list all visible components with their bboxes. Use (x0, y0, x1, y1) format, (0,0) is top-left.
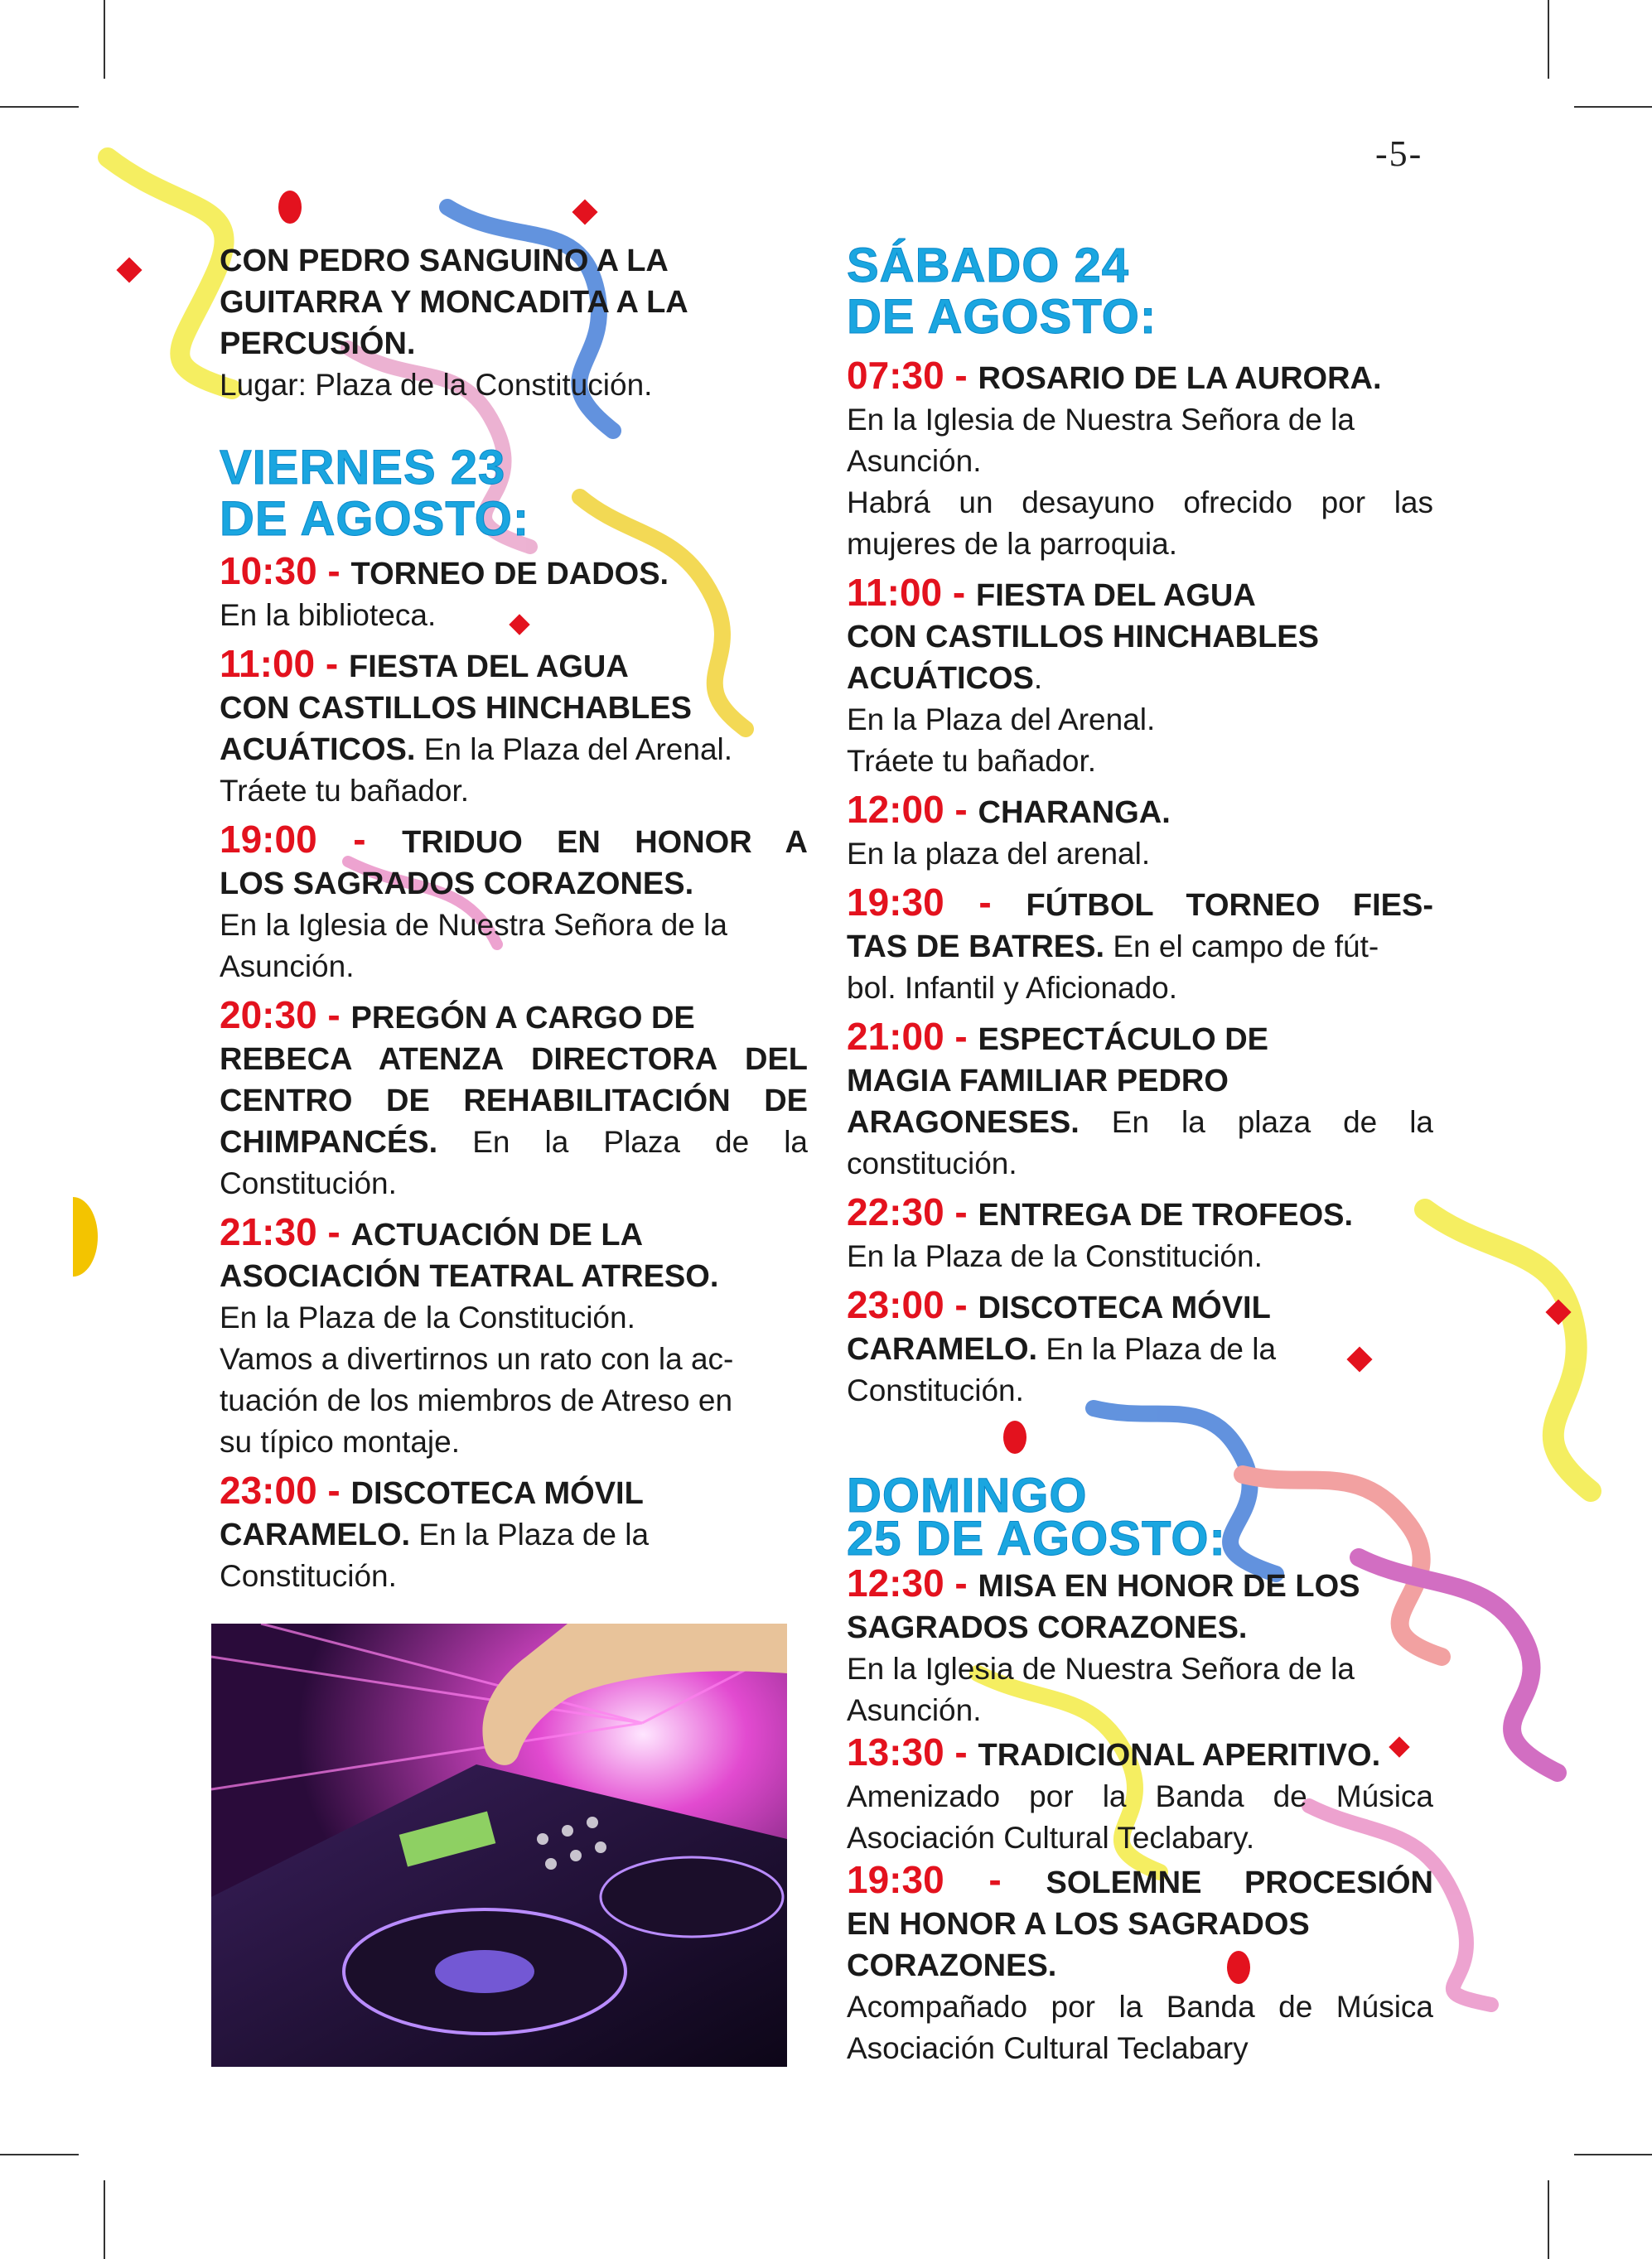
event-item: 11:00 - FIESTA DEL AGUA CON CASTILLOS HINCHABLES ACUÁTICOS. En la Plaza del Arenal. Tráete tu bañador. (847, 572, 1433, 782)
event-time: 19:00 (220, 818, 317, 861)
event-time: 07:30 (847, 354, 944, 397)
event-desc: Constitución. (220, 1559, 397, 1593)
crop-mark (1574, 106, 1652, 108)
crop-mark (104, 0, 105, 79)
event-desc: Asunción. (847, 1693, 982, 1727)
event-item: 23:00 - DISCOTECA MÓVIL CARAMELO. En la Plaza de la Constitución. (847, 1284, 1433, 1412)
event-item: 13:30 - TRADICIONAL APERITIVO. Amenizado por la Banda de Música Asociación Cultural Teclabary. (847, 1731, 1433, 1859)
event-title: CHARANGA. (978, 795, 1171, 830)
day-heading-saturday: SÁBADO 24 DE AGOSTO: (847, 239, 1157, 344)
crop-mark (1548, 2180, 1549, 2259)
crop-mark (1574, 2154, 1652, 2155)
event-item: 19:30 - FÚTBOL TORNEO FIES- TAS DE BATRES. En el campo de fút- bol. Infantil y Aficionado. (847, 881, 1433, 1009)
event-title: ACUÁTICOS (847, 661, 1034, 696)
event-desc: En la plaza del arenal. (847, 837, 1151, 871)
dj-mixer-photo (211, 1624, 787, 2067)
intro-title-line: PERCUSIÓN. (220, 326, 416, 361)
event-time: 21:30 (220, 1210, 317, 1253)
crop-mark (1548, 0, 1549, 79)
event-title: SAGRADOS CORAZONES. (847, 1610, 1248, 1645)
intro-title-line: CON PEDRO SANGUINO A LA (220, 244, 669, 278)
event-desc: Asunción. (847, 444, 982, 478)
event-time: 11:00 (220, 642, 316, 685)
event-time: 23:00 (220, 1469, 317, 1512)
event-desc: Asociación Cultural Teclabary. (847, 1821, 1255, 1855)
day-heading-friday: VIERNES 23 DE AGOSTO: (220, 441, 530, 546)
event-time: 21:00 (847, 1015, 944, 1058)
event-title: ASOCIACIÓN TEATRAL ATRESO. (220, 1259, 719, 1294)
event-title: TAS DE BATRES. (847, 929, 1105, 964)
event-title: SOLEMNE PROCESIÓN (1046, 1866, 1433, 1900)
event-desc: En la Plaza de la (410, 1518, 650, 1552)
event-title: CARAMELO. (847, 1332, 1038, 1367)
event-desc: En el campo de fút- (1104, 929, 1379, 963)
event-title: ENTREGA DE TROFEOS. (978, 1198, 1354, 1233)
left-column (220, 240, 808, 1604)
event-time: 20:30 (220, 993, 317, 1036)
event-desc: Constitución. (220, 1166, 397, 1200)
event-time: 10:30 (220, 549, 317, 592)
event-desc: Habrá un desayuno ofrecido por las (847, 485, 1433, 519)
intro-place: Lugar: Plaza de la Constitución. (220, 368, 653, 402)
event-title: CON CASTILLOS HINCHABLES (220, 691, 692, 726)
event-title: PREGÓN A CARGO DE (350, 1001, 695, 1035)
event-title: ROSARIO DE LA AURORA. (978, 361, 1382, 396)
event-title: CON CASTILLOS HINCHABLES (847, 620, 1319, 654)
event-item: 22:30 - ENTREGA DE TROFEOS. En la Plaza de la Constitución. (847, 1191, 1433, 1277)
event-title: MISA EN HONOR DE LOS (978, 1569, 1360, 1604)
event-desc: constitución. (847, 1146, 1017, 1180)
event-desc: En la Iglesia de Nuestra Señora de la (847, 403, 1355, 437)
event-time: 11:00 (847, 571, 943, 614)
event-title: DISCOTECA MÓVIL (978, 1291, 1271, 1325)
event-title: MAGIA FAMILIAR PEDRO (847, 1064, 1229, 1098)
event-title: TRADICIONAL APERITIVO. (978, 1738, 1381, 1773)
event-title: FIESTA DEL AGUA (349, 649, 629, 684)
event-title: ARAGONESES. (847, 1105, 1080, 1140)
event-time: 23:00 (847, 1283, 944, 1326)
event-time: 19:30 (847, 1858, 944, 1901)
event-desc: En la Plaza del Arenal. (415, 732, 733, 766)
event-title: REBECA ATENZA DIRECTORA DEL (220, 1042, 808, 1077)
event-desc: En la plaza de la (1079, 1105, 1433, 1139)
event-item: 07:30 - ROSARIO DE LA AURORA. En la Iglesia de Nuestra Señora de la Asunción. Habrá un desayuno ofrecido por las mujeres de la parroquia. (847, 355, 1433, 565)
event-time: 22:30 (847, 1190, 944, 1233)
event-desc: . (1033, 661, 1043, 695)
event-desc: En la Plaza de la Constitución. (220, 1301, 635, 1335)
event-desc: Tráete tu bañador. (220, 774, 470, 808)
event-title: ACTUACIÓN DE LA (350, 1218, 644, 1253)
event-title: FÚTBOL TORNEO FIES- (1026, 888, 1433, 923)
event-title: FIESTA DEL AGUA (976, 578, 1256, 613)
event-desc: En la biblioteca. (220, 598, 437, 632)
event-desc: En la Plaza de la (1037, 1332, 1277, 1366)
event-item: 19:00 - TRIDUO EN HONOR A LOS SAGRADOS CORAZONES. En la Iglesia de Nuestra Señora de la Asunción. (220, 818, 808, 987)
event-item: 19:30 - SOLEMNE PROCESIÓN EN HONOR A LOS SAGRADOS CORAZONES. Acompañado por la Banda de Música Asociación Cultural Teclabary (847, 1859, 1433, 2069)
event-title: TRIDUO EN HONOR A (402, 825, 808, 860)
intro-block (220, 240, 808, 406)
day-heading-sunday: DOMINGO 25 DE AGOSTO: (847, 1469, 1226, 1566)
event-item: 10:30 - TORNEO DE DADOS. En la biblioteca. (220, 550, 808, 636)
event-desc: Amenizado por la Banda de Música (847, 1779, 1433, 1813)
event-time: 12:00 (847, 788, 944, 831)
event-title: TORNEO DE DADOS. (350, 557, 669, 591)
event-item: 21:30 - ACTUACIÓN DE LA ASOCIACIÓN TEATRAL ATRESO. En la Plaza de la Constitución. Vamos a divertirnos un rato con la ac- tuación de los miembros de Atreso en su típico montaje. (220, 1211, 808, 1463)
event-title: ESPECTÁCULO DE (978, 1022, 1269, 1057)
event-item: 21:00 - ESPECTÁCULO DE MAGIA FAMILIAR PEDRO ARAGONESES. En la plaza de la constitución. (847, 1016, 1433, 1185)
event-title: EN HONOR A LOS SAGRADOS (847, 1907, 1310, 1942)
intro-title (220, 240, 808, 364)
event-desc: En la Plaza de la (437, 1125, 808, 1159)
event-time: 19:30 (847, 881, 944, 924)
intro-title-line: GUITARRA Y MONCADITA A LA (220, 285, 688, 320)
event-desc: En la Iglesia de Nuestra Señora de la (220, 908, 727, 942)
event-desc: En la Iglesia de Nuestra Señora de la (847, 1652, 1355, 1686)
event-desc: su típico montaje. (220, 1425, 460, 1459)
event-desc: Tráete tu bañador. (847, 744, 1097, 778)
event-title: LOS SAGRADOS CORAZONES. (220, 866, 694, 901)
event-desc: tuación de los miembros de Atreso en (220, 1383, 733, 1417)
crop-mark (0, 106, 79, 108)
right-column (847, 240, 1433, 2076)
event-time: 13:30 (847, 1730, 944, 1774)
crop-mark (104, 2180, 105, 2259)
event-title: DISCOTECA MÓVIL (350, 1476, 644, 1511)
event-item: 11:00 - FIESTA DEL AGUA CON CASTILLOS HINCHABLES ACUÁTICOS. En la Plaza del Arenal. Tráete tu bañador. (220, 643, 808, 812)
event-item: 12:30 - MISA EN HONOR DE LOS SAGRADOS CORAZONES. En la Iglesia de Nuestra Señora de la Asunción. (847, 1562, 1433, 1731)
event-item: 12:00 - CHARANGA. En la plaza del arenal. (847, 789, 1433, 875)
event-item: 23:00 - DISCOTECA MÓVIL CARAMELO. En la Plaza de la Constitución. (220, 1470, 808, 1597)
event-title: CHIMPANCÉS. (220, 1125, 438, 1160)
event-desc: bol. Infantil y Aficionado. (847, 971, 1178, 1005)
event-desc: Acompañado por la Banda de Música (847, 1990, 1433, 2024)
event-desc: Constitución. (847, 1373, 1024, 1407)
event-time: 12:30 (847, 1562, 944, 1605)
event-desc: Vamos a divertirnos un rato con la ac- (220, 1342, 734, 1376)
event-desc: Asociación Cultural Teclabary (847, 2031, 1249, 2065)
crop-mark (0, 2154, 79, 2155)
event-title: CENTRO DE REHABILITACIÓN DE (220, 1084, 808, 1118)
page-number: -5- (1375, 133, 1423, 174)
event-title: ACUÁTICOS. (220, 732, 416, 767)
event-title: CORAZONES. (847, 1948, 1057, 1983)
event-desc: Asunción. (220, 949, 355, 983)
event-title: CARAMELO. (220, 1518, 411, 1552)
event-desc: En la Plaza de la Constitución. (847, 1239, 1263, 1273)
event-desc: mujeres de la parroquia. (847, 527, 1177, 561)
event-item: 20:30 - PREGÓN A CARGO DE REBECA ATENZA DIRECTORA DEL CENTRO DE REHABILITACIÓN DE CHIMPANCÉS. En la Plaza de la Constitución. (220, 994, 808, 1204)
event-desc: En la Plaza del Arenal. (847, 702, 1156, 736)
